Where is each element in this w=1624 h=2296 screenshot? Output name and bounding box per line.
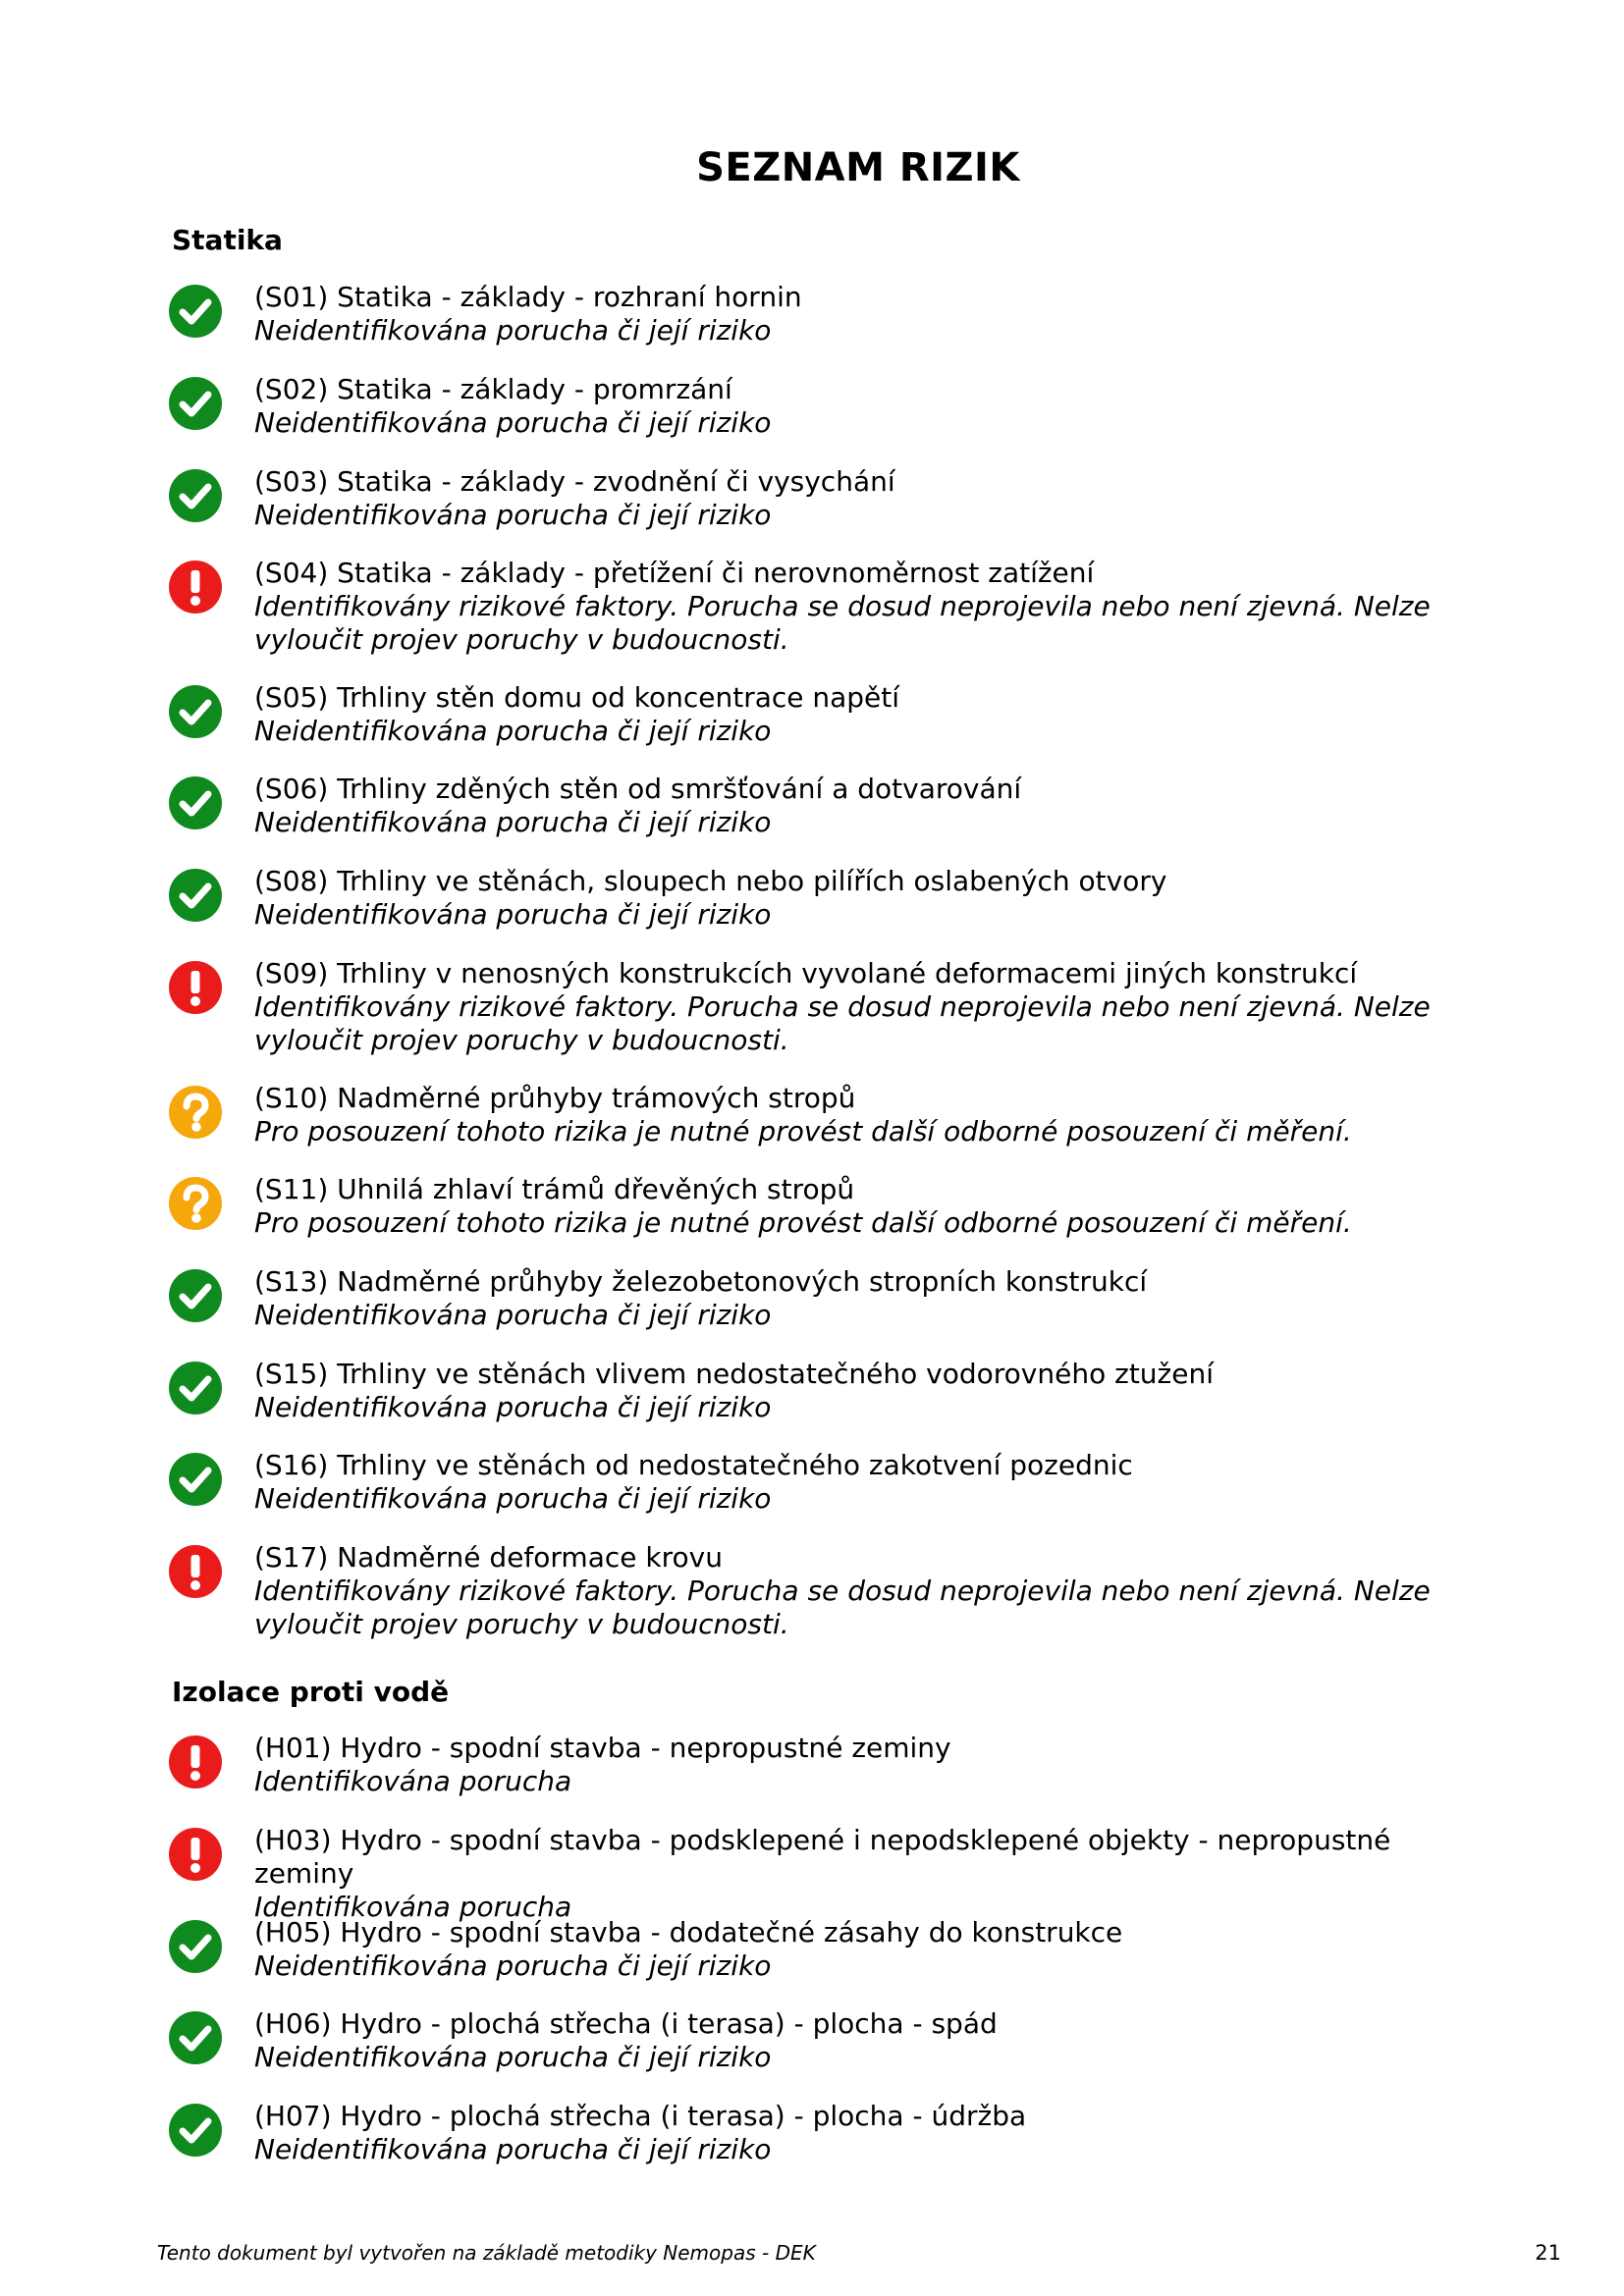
risk-item-s05: [169, 681, 1485, 748]
risk-title: (S08) Trhliny ve stěnách, sloupech nebo pilířích oslabených otvory: [254, 865, 1167, 897]
risk-status: Neidentifikována porucha či její riziko: [254, 898, 772, 931]
risk-title: (H07) Hydro - plochá střecha (i terasa) - plocha - údržba: [254, 2100, 1027, 2132]
page-number: 21: [1535, 2241, 1561, 2265]
check-icon: [169, 776, 222, 829]
risk-status: Neidentifikována porucha či její riziko: [254, 806, 772, 838]
risk-status: Neidentifikována porucha či její riziko: [254, 715, 772, 747]
risk-status: Neidentifikována porucha či její riziko: [254, 1949, 772, 1982]
check-icon: [169, 2011, 222, 2064]
section-heading-statika: Statika: [172, 224, 283, 256]
risk-item-s03: [169, 465, 1485, 532]
risk-item-s09: [169, 957, 1485, 1057]
risk-item-s11: [169, 1173, 1485, 1240]
risk-status: Neidentifikována porucha či její riziko: [254, 1391, 772, 1423]
risk-status: Neidentifikována porucha či její riziko: [254, 1299, 772, 1331]
risk-item-h01: [169, 1732, 1485, 1798]
check-icon: [169, 869, 222, 922]
risk-status: Neidentifikována porucha či její riziko: [254, 499, 772, 531]
section-heading-izolace: Izolace proti vodě: [172, 1676, 450, 1708]
risk-title: (S06) Trhliny zděných stěn od smršťování a dotvarování: [254, 773, 1022, 805]
check-icon: [169, 2104, 222, 2157]
risk-status: Pro posouzení tohoto rizika je nutné provést další odborné posouzení či měření.: [254, 1115, 1352, 1148]
risk-status: Identifikována porucha: [254, 1891, 572, 1923]
question-icon: [169, 1177, 222, 1230]
risk-status: Neidentifikována porucha či její riziko: [254, 1482, 772, 1515]
risk-status: Identifikovány rizikové faktory. Porucha se dosud neprojevila nebo není zjevná. Nelze vyloučit projev poruchy v budoucnosti.: [254, 1575, 1431, 1640]
check-icon: [169, 469, 222, 522]
risk-title: (H03) Hydro - spodní stavba - podsklepené i nepodsklepené objekty - nepropustné zeminy: [254, 1824, 1391, 1890]
risk-title: (S03) Statika - základy - zvodnění či vysychání: [254, 465, 895, 498]
risk-title: (S16) Trhliny ve stěnách od nedostatečného zakotvení pozednic: [254, 1449, 1133, 1481]
check-icon: [169, 1920, 222, 1973]
risk-item-s15: [169, 1358, 1485, 1424]
check-icon: [169, 1362, 222, 1415]
risk-title: (S17) Nadměrné deformace krovu: [254, 1541, 723, 1574]
risk-item-s17: [169, 1541, 1485, 1641]
risk-status: Neidentifikována porucha či její riziko: [254, 2133, 772, 2165]
risk-title: (S15) Trhliny ve stěnách vlivem nedostatečného vodorovného ztužení: [254, 1358, 1214, 1390]
page-title: SEZNAM RIZIK: [696, 145, 1020, 190]
exclamation-icon: [169, 561, 222, 614]
risk-item-s06: [169, 773, 1485, 839]
risk-title: (H05) Hydro - spodní stavba - dodatečné zásahy do konstrukce: [254, 1916, 1123, 1949]
risk-status: Identifikovány rizikové faktory. Porucha se dosud neprojevila nebo není zjevná. Nelze vyloučit projev poruchy v budoucnosti.: [254, 990, 1431, 1056]
footer-note: Tento dokument byl vytvořen na základě metodiky Nemopas - DEK: [157, 2241, 816, 2265]
risk-item-s04: [169, 557, 1485, 657]
risk-item-h03: [169, 1824, 1485, 1924]
risk-item-h05: [169, 1916, 1485, 1983]
risk-status: Identifikovány rizikové faktory. Porucha se dosud neprojevila nebo není zjevná. Nelze vyloučit projev poruchy v budoucnosti.: [254, 590, 1431, 656]
risk-item-s10: [169, 1082, 1485, 1148]
check-icon: [169, 1453, 222, 1506]
risk-item-h07: [169, 2100, 1485, 2166]
risk-item-s13: [169, 1265, 1485, 1332]
check-icon: [169, 685, 222, 738]
risk-status: Identifikována porucha: [254, 1765, 572, 1797]
exclamation-icon: [169, 961, 222, 1014]
risk-title: (S02) Statika - základy - promrzání: [254, 373, 732, 405]
risk-title: (S09) Trhliny v nenosných konstrukcích vyvolané deformacemi jiných konstrukcí: [254, 957, 1358, 989]
question-icon: [169, 1086, 222, 1139]
risk-title: (S11) Uhnilá zhlaví trámů dřevěných stropů: [254, 1173, 855, 1205]
risk-item-s08: [169, 865, 1485, 932]
risk-title: (S01) Statika - základy - rozhraní hornin: [254, 281, 802, 313]
risk-title: (S13) Nadměrné průhyby železobetonových stropních konstrukcí: [254, 1265, 1148, 1298]
risk-status: Neidentifikována porucha či její riziko: [254, 2041, 772, 2073]
check-icon: [169, 1269, 222, 1322]
check-icon: [169, 285, 222, 338]
risk-title: (S10) Nadměrné průhyby trámových stropů: [254, 1082, 856, 1114]
risk-status: Neidentifikována porucha či její riziko: [254, 314, 772, 347]
risk-title: (S05) Trhliny stěn domu od koncentrace napětí: [254, 681, 900, 714]
risk-item-s16: [169, 1449, 1485, 1516]
risk-title: (H01) Hydro - spodní stavba - nepropustné zeminy: [254, 1732, 951, 1764]
exclamation-icon: [169, 1545, 222, 1598]
risk-title: (H06) Hydro - plochá střecha (i terasa) - plocha - spád: [254, 2007, 998, 2040]
exclamation-icon: [169, 1735, 222, 1789]
risk-item-s02: [169, 373, 1485, 440]
risk-status: Pro posouzení tohoto rizika je nutné provést další odborné posouzení či měření.: [254, 1206, 1352, 1239]
risk-title: (S04) Statika - základy - přetížení či nerovnoměrnost zatížení: [254, 557, 1095, 589]
risk-item-h06: [169, 2007, 1485, 2074]
check-icon: [169, 377, 222, 430]
exclamation-icon: [169, 1828, 222, 1881]
risk-status: Neidentifikována porucha či její riziko: [254, 406, 772, 439]
risk-item-s01: [169, 281, 1485, 347]
